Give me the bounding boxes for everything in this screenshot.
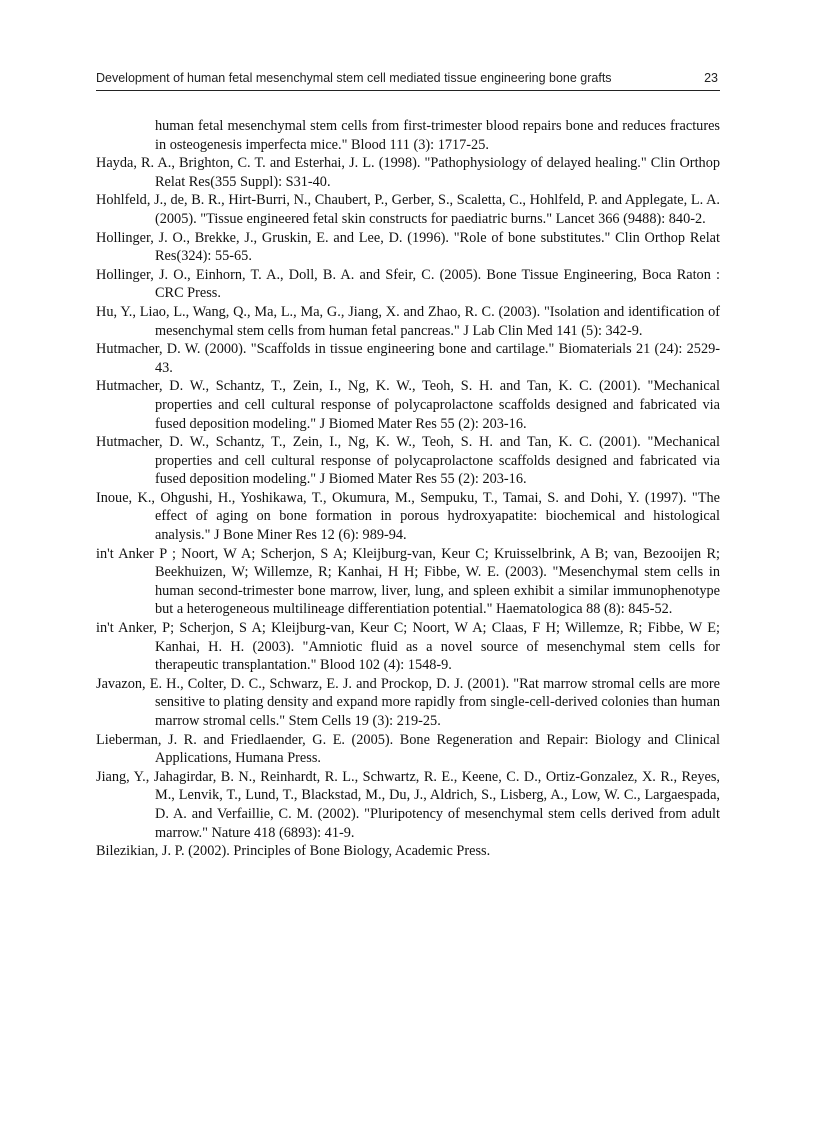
running-title: Development of human fetal mesenchymal stem cell mediated tissue engineering bone grafts [96, 71, 612, 85]
running-header [96, 70, 720, 91]
reference-entry: Hayda, R. A., Brighton, C. T. and Esterhai, J. L. (1998). "Pathophysiology of delayed healing." Clin Orthop Relat Res(355 Suppl): S31-40. [96, 155, 720, 190]
reference-entry: Hollinger, J. O., Brekke, J., Gruskin, E. and Lee, D. (1996). "Role of bone substitutes." Clin Orthop Relat Res(324): 55-65. [96, 229, 720, 265]
reference-entry: Lieberman, J. R. and Friedlaender, G. E. (2005). Bone Regeneration and Repair: Biology and Clinical Applications, Humana Press. [96, 731, 720, 767]
reference-entry: in't Anker, P; Scherjon, S A; Kleijburg-van, Keur C; Noort, W A; Claas, F H; Willemze, R; Fibbe, W E; Kanhai, H. H. (2003). "Amniotic fluid as a novel source of mesenchymal stem cells for therapeutic transplantation." Blood 102 (4): 1548-9. [96, 620, 720, 674]
reference-entry: Hutmacher, D. W. (2000). "Scaffolds in tissue engineering bone and cartilage." Biomaterials 21 (24): 2529-43. [96, 341, 720, 376]
reference-entry: Hollinger, J. O., Einhorn, T. A., Doll, B. A. and Sfeir, C. (2005). Bone Tissue Engineering, Boca Raton : CRC Press. [96, 266, 720, 302]
reference-entry: Bilezikian, J. P. (2002). Principles of Bone Biology, Academic Press. [96, 843, 491, 860]
reference-entry: human fetal mesenchymal stem cells from first-trimester blood repairs bone and reduces fractures in osteogenesis imperfecta mice." Blood 111 (3): 1717-25. [155, 118, 720, 153]
reference-entry: Inoue, K., Ohgushi, H., Yoshikawa, T., Okumura, M., Sempuku, T., Tamai, S. and Dohi, Y. (1997). "The effect of aging on bone formation in porous hydroxyapatite: biochemical and histological analysis." J Bone Miner Res 12 (6): 989-94. [96, 489, 720, 544]
reference-list [96, 117, 720, 861]
reference-entry: Hutmacher, D. W., Schantz, T., Zein, I., Ng, K. W., Teoh, S. H. and Tan, K. C. (2001). "Mechanical properties and cell cultural response of polycaprolactone scaffolds designed and fabricated via fused deposition modeling." J Biomed Mater Res 55 (2): 203-16. [96, 378, 720, 432]
reference-entry: Javazon, E. H., Colter, D. C., Schwarz, E. J. and Prockop, D. J. (2001). "Rat marrow stromal cells are more sensitive to plating density and expand more rapidly from single-cell-derived colonies than human marrow stromal cells." Stem Cells 19 (3): 219-25. [96, 675, 720, 729]
reference-entry: Hu, Y., Liao, L., Wang, Q., Ma, L., Ma, G., Jiang, X. and Zhao, R. C. (2003). "Isolation and identification of mesenchymal stem cells from human fetal pancreas." J Lab Clin Med 141 (5): 342-9. [96, 303, 720, 339]
reference-entry: Jiang, Y., Jahagirdar, B. N., Reinhardt, R. L., Schwartz, R. E., Keene, C. D., Ortiz-Gonzalez, X. R., Reyes, M., Lenvik, T., Lund, T., Blackstad, M., Du, J., Aldrich, S., Lisberg, A., Low, W. C., Largaespada, D. A. and Verfaillie, C. M. (2002). "Pluripotency of mesenchymal stem cells derived from adult marrow." Nature 418 (6893): 41-9. [96, 768, 720, 841]
reference-entry: Hutmacher, D. W., Schantz, T., Zein, I., Ng, K. W., Teoh, S. H. and Tan, K. C. (2001). "Mechanical properties and cell cultural response of polycaprolactone scaffolds designed and fabricated via fused deposition modeling." J Biomed Mater Res 55 (2): 203-16. [96, 434, 720, 488]
page-number: 23 [704, 71, 718, 85]
reference-entry: Hohlfeld, J., de, B. R., Hirt-Burri, N., Chaubert, P., Gerber, S., Scaletta, C., Hohlfeld, P. and Applegate, L. A. (2005). "Tissue engineered fetal skin constructs for paediatric burns." Lancet 366 (9488): 840-2. [96, 192, 720, 227]
reference-entry: in't Anker P ; Noort, W A; Scherjon, S A; Kleijburg-van, Keur C; Kruisselbrink, A B; van, Bezooijen R; Beekhuizen, W; Willemze, R; Kanhai, H H; Fibbe, W. E. (2003). "Mesenchymal stem cells in human second-trimester bone marrow, liver, lung, and spleen exhibit a similar immunophenotype but a heterogeneous multilineage differentiation potential." Haematologica 88 (8): 845-52. [96, 545, 720, 618]
